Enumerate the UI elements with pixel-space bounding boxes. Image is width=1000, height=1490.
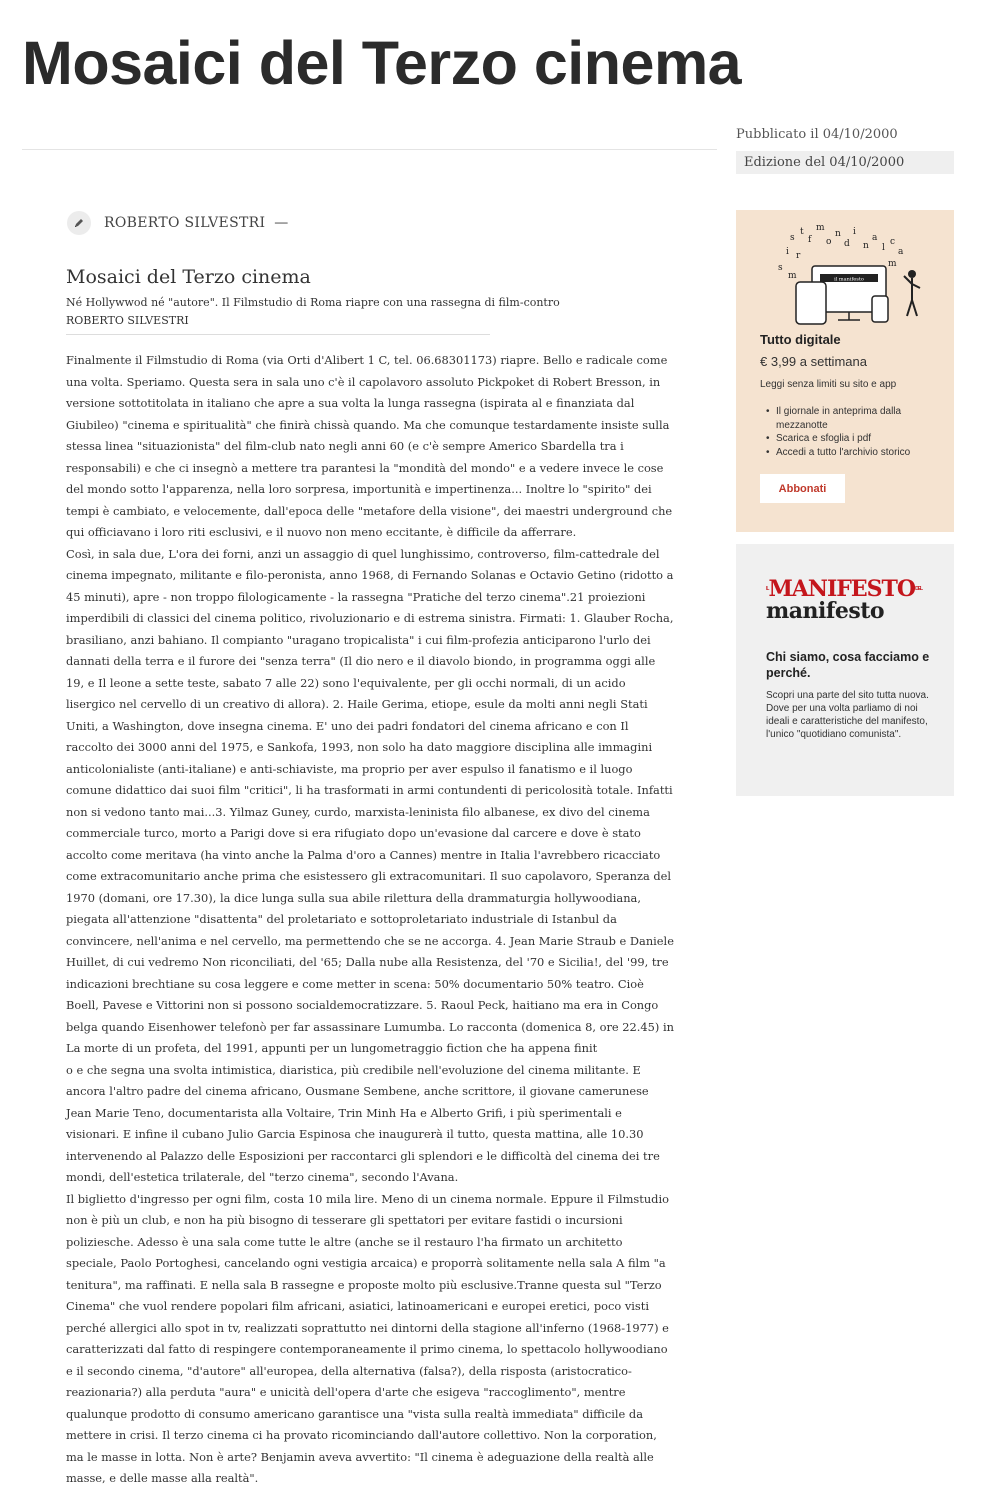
subscribe-button[interactable]: Abbonati: [760, 474, 845, 503]
svg-text:s: s: [778, 263, 783, 273]
promo-feature: • Il giornale in anteprima dalla mezzanotte: [766, 405, 936, 432]
article-paragraph: Così, in sala due, L'ora dei forni, anzi un assaggio di quel lunghissimo, controverso, film-cattedrale del cinema impegnato, militante e filo-peronista, anno 1968, di Fernando Solanas e Octavio Getino (ridotto a 45 minuti), apre - non troppo filologicamente - la rassegna "Pratiche del terzo cinema".21 proiezioni imperdibili di classici del cinema politico, rivoluzionario e di estrema sinistra. Firmati: 1. Glauber Rocha, brasiliano, anzi bahiano. Il compianto "uragano tropicalista" i cui film-profezia anticiparono l'urlo dei dannati della terra e il furore dei "senza terra" (Il dio nero e il diavolo biondo, in programma oggi alle 19, e Il leone a sette teste, sabato 7 alle 22) sono l'equivalente, per gli occhi normali, di un acido lisergico nel cervello di un creativo di allora). 2. Haile Gerima, etiope, esule da molti anni negli Stati Uniti, a Washington, dove insegna cinema. E' uno dei padri fondatori del cinema africano e con Il raccolto dei 3000 anni del 1975, e Sankofa, 1993, non solo ha dato maggiore disciplina alle immagini anticolonialiste (anti-italiane) e anti-schiaviste, ma proprio per aver espulso il fanatismo e il luogo comune didattico dai suoi film "critici", li ha trasformati in armi contundenti di pericolosità totale. Infatti non si vedono tanto mai...3. Yilmaz Guney, curdo, marxista-leninista filo albanese, ex divo del cinema commerciale turco, morto a Parigi dove si era rifugiato dopo un'evasione dal carcere e dove è stato accolto come meritava (ha vinto anche la Palma d'oro a Cannes) mentre in Italia l'avrebbero ricacciato come extracomunitario anche prima che esistessero gli extracomunitari. Il suo capolavoro, Speranza del 1970 (domani, ore 17.30), la dice lunga sulla sua abile rilettura della drammaturgia hollywoodiana, piegata all'attenzione "disattenta" del proletariato e sottoproletariato industriale di Istanbul da convincere, nell'anima e nel cervello, ma permettendo che se ne accorga. 4. Jean Marie Straub e Daniele Huillet, di cui vedremo Non riconciliati, del '65; Dalla nube alla Resistenza, del '70 e Sicilia!, del '99, tre indicazioni brechtiane su cosa leggere e come metter in scena: 50% documentario 50% teatro. Cioè Boell, Pavese e Vittorini non si possono socialdemocratizzare. 5. Raoul Peck, haitiano ma era in Congo belga quando Eisenhower telefonò per far assassinare Lumumba. Lo racconta (domenica 8, ore 22.45) in La morte di un profeta, del 1991, appunti per un lungometraggio fiction che ha appena finit: [66, 546, 674, 1055]
svg-text:f: f: [808, 235, 812, 245]
article-paragraph: Il biglietto d'ingresso per ogni film, costa 10 mila lire. Meno di un cinema normale. Eppure il Filmstudio non è più un club, e non ha più bisogno di tesserare gli spettatori per evitare fastidi o incursioni poliziesche. Adesso è una sala come tutte le altre (anche se il restauro l'ha firmato un architetto speciale, Paolo Portoghesi, cancelando ogni vestigia arcaica) e proporrà solitamente nella sala A film "a tenitura", ma raffinati. E nella sala B rassegne e proposte molto più esclusive.Tranne questa sul "Terzo Cinema" che vuol rendere popolari film africani, asiatici, latinoamericani e europei eretici, poco visti perché allergici allo spot in tv, realizzati soprattutto nei dintorni della stagione all'inferno (1968-1977) e caratterizzati dal fatto di respingere contemporaneamente il primo cinema, lo spettacolo hollywoodiano e il secondo cinema, "d'autore" all'europea, della alternativa (falsa?), della risposta (aristocratico-reazionaria?) alla perduta "aura" e unicità dell'opera d'arte che esigeva "raccoglimento", mentre qualunque prodotto di consumo americano garantisce una "vista sulla realtà immediata" difficile da mettere in crisi. Il terzo cinema ci ha provato ricominciando dall'autore collettivo. Non la corporation, ma le masse in lotta. Non è arte? Benjamin aveva avvertito: "Il cinema è adeguazione della realtà alle masse, e delle masse alla realtà".: [66, 1191, 669, 1485]
published-date: Pubblicato il 04/10/2000: [736, 127, 898, 142]
svg-text:n: n: [835, 229, 841, 239]
svg-text:m: m: [816, 223, 825, 233]
svg-text:l: l: [882, 243, 885, 253]
svg-text:m: m: [888, 259, 897, 269]
svg-text:n: n: [863, 241, 869, 251]
svg-text:r: r: [796, 251, 801, 261]
edition-link[interactable]: Edizione del 04/10/2000: [736, 151, 954, 174]
svg-text:o: o: [826, 237, 832, 247]
promo-feature: • Scarica e sfoglia i pdf: [766, 432, 936, 446]
svg-text:i: i: [853, 227, 856, 237]
promo-title: Tutto digitale: [760, 332, 841, 347]
svg-text:c: c: [890, 237, 896, 247]
svg-text:a: a: [898, 247, 904, 257]
svg-text:i: i: [786, 247, 789, 257]
article-body: [66, 350, 676, 1490]
article-subtitle: Né Hollywwod né "autore". Il Filmstudio di Roma riapre con una rassegna di film-contro: [66, 296, 560, 309]
article-title: Mosaici del Terzo cinema: [66, 266, 311, 288]
about-title: Chi siamo, cosa facciamo e perché.: [766, 650, 930, 680]
pen-icon: [67, 211, 91, 235]
article-paragraph: Finalmente il Filmstudio di Roma (via Orti d'Alibert 1 C, tel. 06.68301173) riapre. Bello e radicale come una volta. Speriamo. Questa sera in sala uno c'è il capolavoro assoluto Pickpoket di Robert Bresson, in versione sottotitolata in italiano che apre a sua volta la lunga rassegna (ispirata al e finanziata dal Giubileo) "cinema e spiritualità" che finirà chissà quando. Ma che comunque testardamente insiste sulla stessa linea "situazionista" del film-club nato negli anni 60 (e c'è sempre Americo Sbardella tra i responsabili) e che ci insegnò a mettere tra parantesi la "mondità del mondo" e a vedere invece le cose del mondo sotto l'apparenza, nella loro sorpresa, importunità e impertinenza... Inoltre lo "spirito" dei tempi è cambiato, e velocemente, dall'epoca delle "metafore della visione", dei maestri underground che qui officiavano i loro riti esclusivi, e il nuovo non meno eccitante, è difficile da afferrare.: [66, 353, 673, 539]
promo-price: € 3,99 a settimana: [760, 354, 867, 369]
about-description: Scopri una parte del sito tutta nuova. Dove per una volta parliamo di noi ideali e caratteristiche del manifesto, l'unico "quotidiano comunista".: [766, 690, 929, 740]
article-header: [66, 264, 676, 335]
svg-text:s: s: [790, 233, 795, 243]
svg-text:d: d: [844, 239, 850, 249]
title-divider: [22, 149, 717, 150]
author-row: [67, 211, 288, 235]
svg-text:m: m: [788, 271, 797, 281]
author-name[interactable]: ROBERTO SILVESTRI: [104, 215, 266, 231]
svg-text:t: t: [800, 227, 804, 237]
promo-features: [766, 405, 936, 459]
about-us-card[interactable]: [736, 544, 954, 796]
article-byline: ROBERTO SILVESTRI: [66, 313, 490, 335]
article-paragraph: o e che segna una svolta intimistica, diaristica, più credibile nell'evoluzione del cinema militante. E ancora l'altro padre del cinema africano, Ousmane Sembene, anche scrittore, il giovane camerunese Jean Marie Teno, documentarista alla Voltaire, Trin Minh Ha e Alberto Grifi, i più sperimentali e visionari. E infine il cubano Julio Garcia Espinosa che inaugurerà il tutto, questa mattina, alle 10.30 intervenendo al Palazzo delle Esposizioni per raccontarci gli splendori e le difficoltà del cinema dei tre mondi, dell'estetica trilaterale, del "terzo cinema", secondo l'Avana.: [66, 1062, 660, 1184]
manifesto-logo: $^{IL}MANIFESTO^{DEL}$ manifesto: [766, 576, 923, 624]
author-separator: —: [274, 215, 289, 231]
svg-text:a: a: [872, 233, 878, 243]
page-title: Mosaici del Terzo cinema: [22, 29, 742, 97]
svg-text:il manifesto: il manifesto: [834, 276, 864, 283]
promo-description: Leggi senza limiti su sito e app: [760, 379, 897, 390]
subscription-promo: [736, 210, 954, 532]
digital-devices-illustration: [760, 220, 930, 332]
promo-feature: • Accedi a tutto l'archivio storico: [766, 446, 936, 460]
